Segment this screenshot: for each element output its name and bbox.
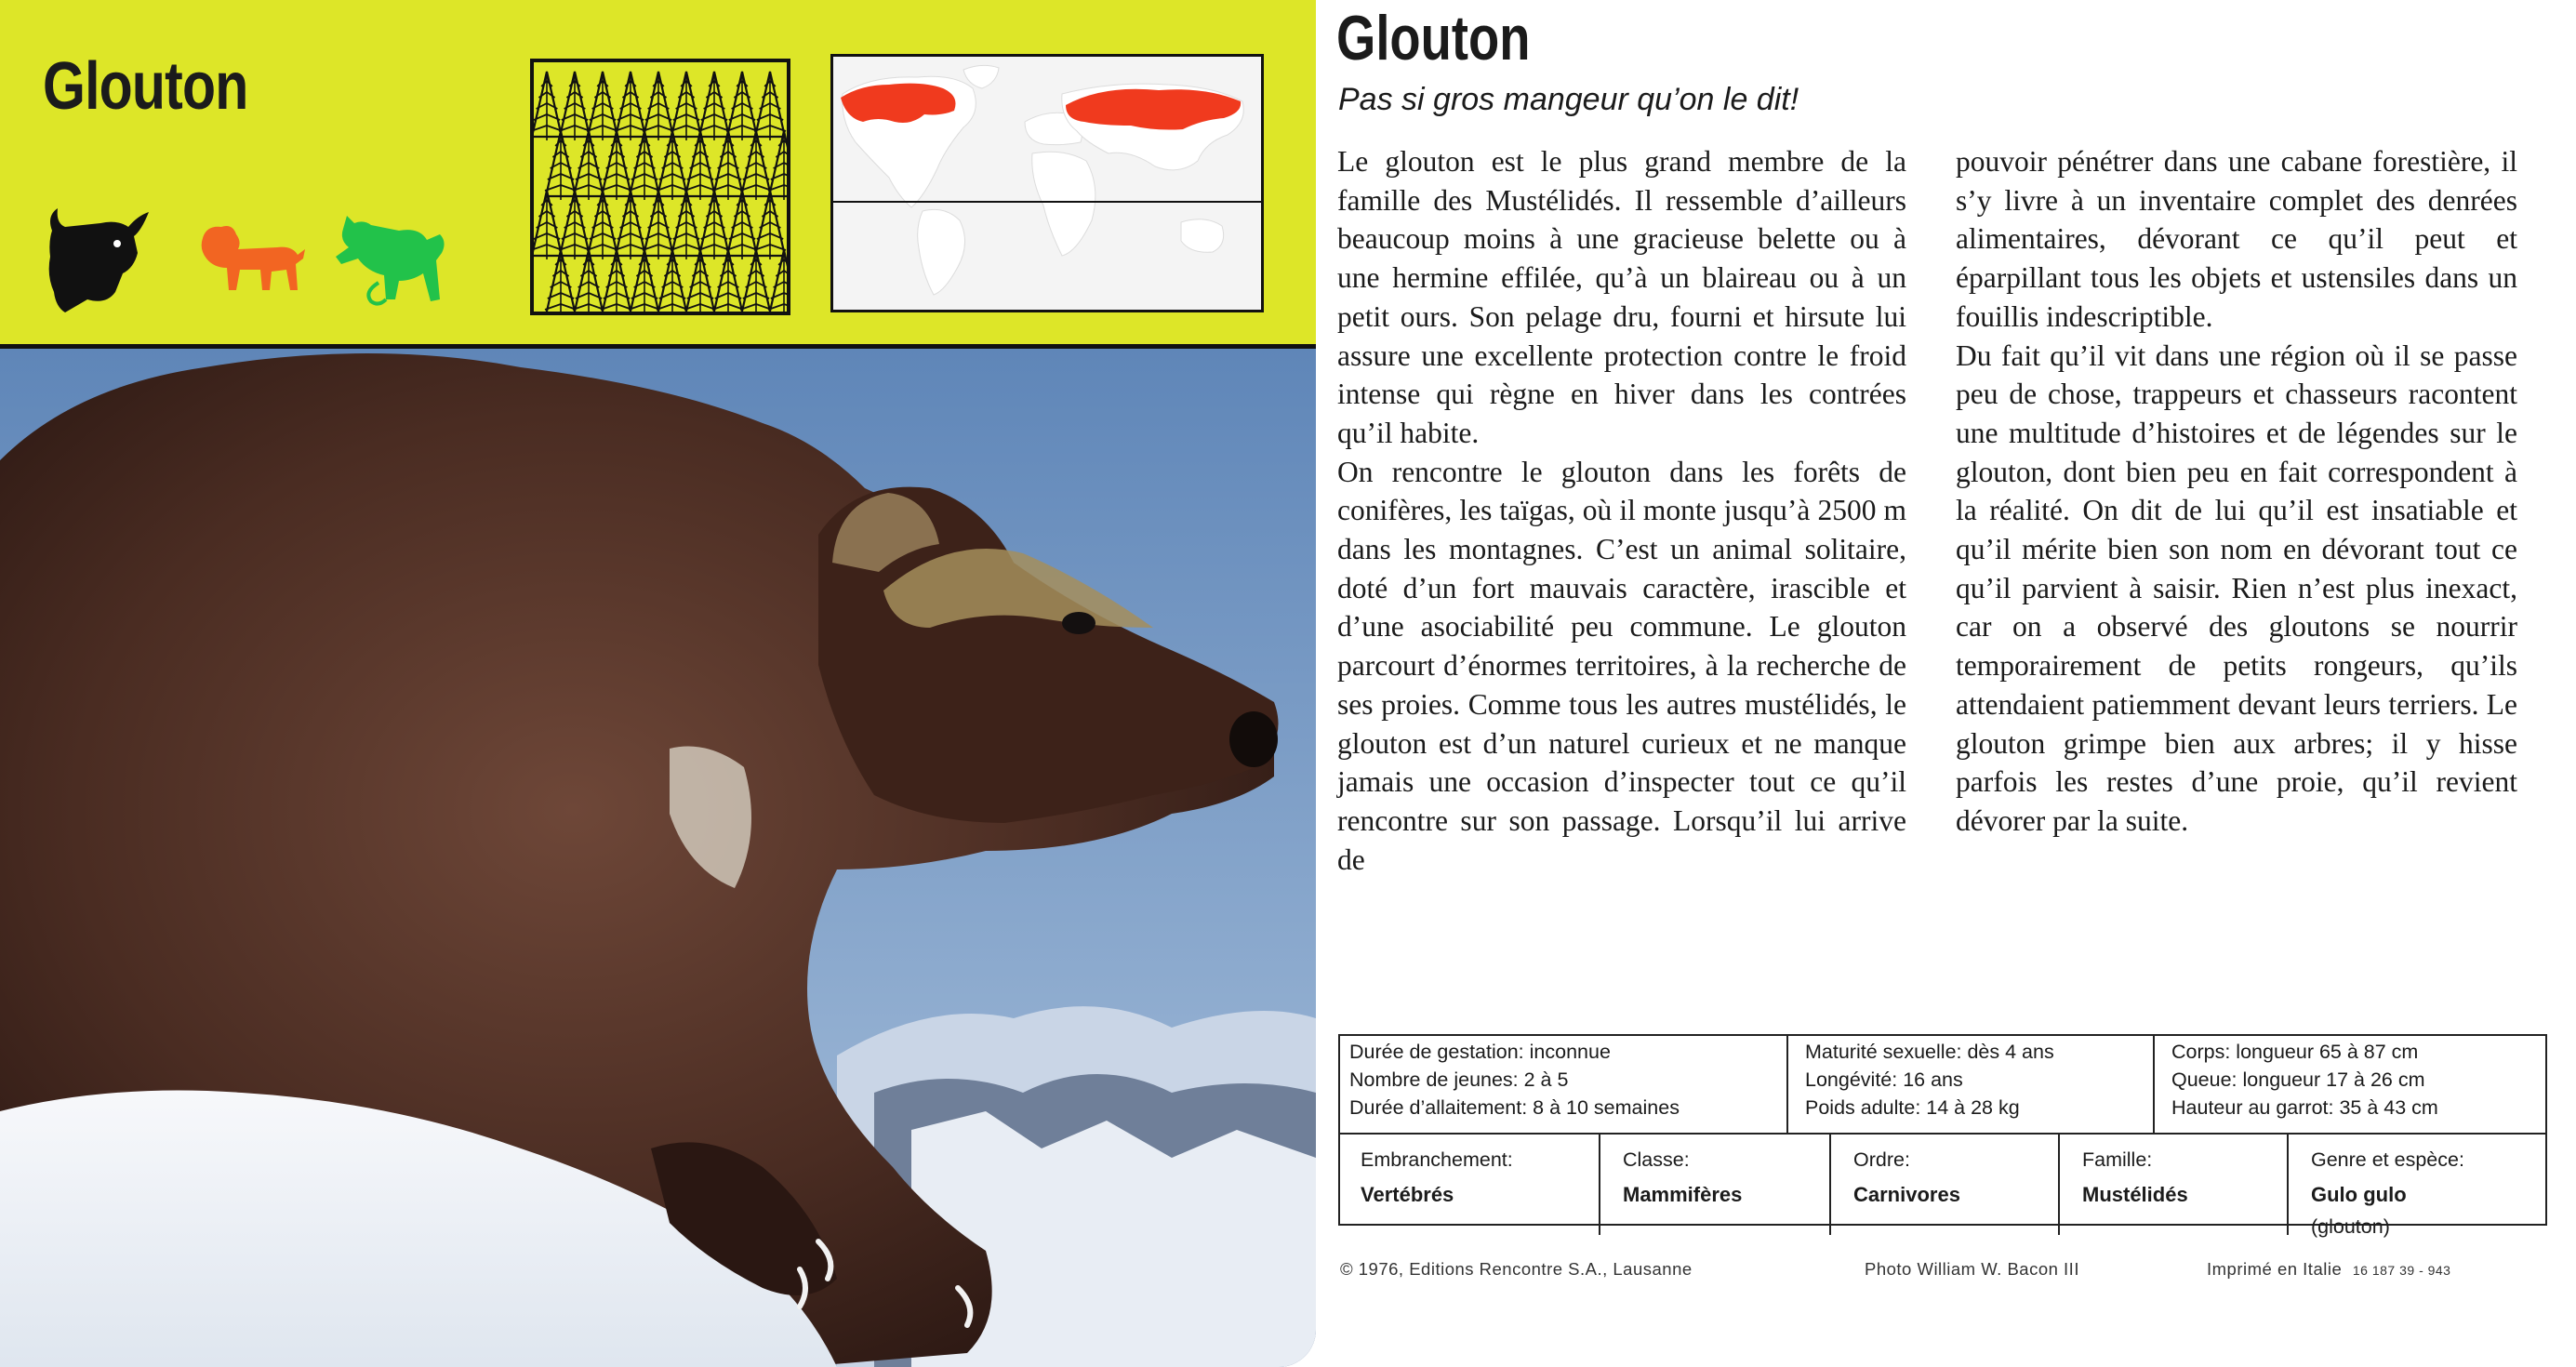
subtitle: Pas si gros mangeur qu’on le dit! [1338, 82, 1799, 117]
footer-copyright: © 1976, Editions Rencontre S.A., Lausanne [1340, 1259, 1693, 1279]
paragraph: Du fait qu’il vit dans une région où il se passe peu de chose, trappeurs et chasseurs racontent une multitude d’histoires et de légendes sur le glouton, dont bien peu en fait correspondent à la réalité. On dit de lui qu’il est insatiable et qu’il mérite bien son nom en dévorant tout ce qu’il parvient à saisir. Rien n’est plus inexact, car on a observé des gloutons se nourrir temporairement de petits rongeurs, qu’ils attendaient patiemment devant leurs terriers. Le glouton grimpe bien aux arbres; il y hisse parfois les restes d’une proie, qu’il revient dévorer par la suite. [1956, 338, 2517, 837]
wolverine-photo [0, 349, 1316, 1367]
distribution-map [830, 54, 1264, 312]
fact-weight: Poids adulte: 14 à 28 kg [1805, 1096, 2020, 1119]
facts-table [1338, 1034, 2547, 1238]
footer-code: 16 187 39 - 943 [2352, 1263, 2451, 1278]
habitat-forest-icon [530, 59, 790, 315]
fact-young: Nombre de jeunes: 2 à 5 [1349, 1068, 1569, 1091]
bull-icon [45, 203, 154, 314]
fact-gestation: Durée de gestation: inconnue [1349, 1041, 1611, 1063]
paragraph: pouvoir pénétrer dans une cabane forestière, il s’y livre à un inventaire complet des denrées alimentaires, dévorant ce qu’il peut et éparpillant tous les objets et ustensiles dans un fouillis indescriptible. [1956, 145, 2517, 333]
taxonomy-order: Ordre: Carnivores [1829, 1135, 2060, 1235]
paragraph: On rencontre le glouton dans les forêts de conifères, les taïgas, où il monte jusqu’à 2500 m dans les montagnes. C’est un animal solitaire, doté d’un fort mauvais caractère, irascible et d’une asociabilité peu commune. Le glouton parcourt d’énormes territoires, à la recherche de ses proies. Comme tous les autres mustélidés, le glouton est d’un naturel curieux et ne manque jamais une occasion d’inspecter tout ce qu’il rencontre sur son passage. Lorsqu’il lui arrive de [1337, 455, 1906, 876]
front-title: Glouton [43, 49, 248, 124]
text-column-2 [1956, 142, 2517, 841]
taxonomy-class: Classe: Mammifères [1599, 1135, 1831, 1235]
fact-nursing: Durée d’allaitement: 8 à 10 semaines [1349, 1096, 1680, 1119]
taxonomy-family: Famille: Mustélidés [2058, 1135, 2289, 1235]
fact-body: Corps: longueur 65 à 87 cm [2171, 1041, 2419, 1063]
lion-icon [195, 221, 309, 296]
facts-cell-life [1786, 1036, 2155, 1135]
facts-cell-reproduction [1340, 1036, 1786, 1135]
text-column-1 [1337, 142, 1906, 879]
fact-height: Hauteur au garrot: 35 à 43 cm [2171, 1096, 2438, 1119]
cat-icon [330, 203, 451, 307]
facts-row-biology [1340, 1036, 2545, 1135]
facts-row-taxonomy [1340, 1135, 2545, 1238]
fact-tail: Queue: longueur 17 à 26 cm [2171, 1068, 2425, 1091]
footer-printed [2207, 1259, 2450, 1280]
back-title: Glouton [1336, 3, 1531, 73]
footer-printed-label: Imprimé en Italie [2207, 1259, 2343, 1279]
taxonomy-genus-species: Genre et espèce: Gulo gulo (glouton) [2287, 1135, 2547, 1235]
fact-longevity: Longévité: 16 ans [1805, 1068, 1963, 1091]
taxonomy-phylum: Embranchement: Vertébrés [1361, 1148, 1513, 1206]
fact-maturity: Maturité sexuelle: dès 4 ans [1805, 1041, 2054, 1063]
facts-cell-size [2153, 1036, 2545, 1135]
header-band [0, 0, 1316, 349]
footer-photo-credit: Photo William W. Bacon III [1865, 1259, 2079, 1279]
paragraph: Le glouton est le plus grand membre de la famille des Mustélidés. Il ressemble d’ailleurs beaucoup moins à une gracieuse belette ou à une hermine effilée, qu’à un blaireau ou à un petit ours. Son pelage dru, fourni et hirsute lui assure une excellente protection contre le froid intense qui règne en hiver dans les contrées qu’il habite. [1337, 145, 1906, 449]
back-card [1316, 0, 2576, 1367]
